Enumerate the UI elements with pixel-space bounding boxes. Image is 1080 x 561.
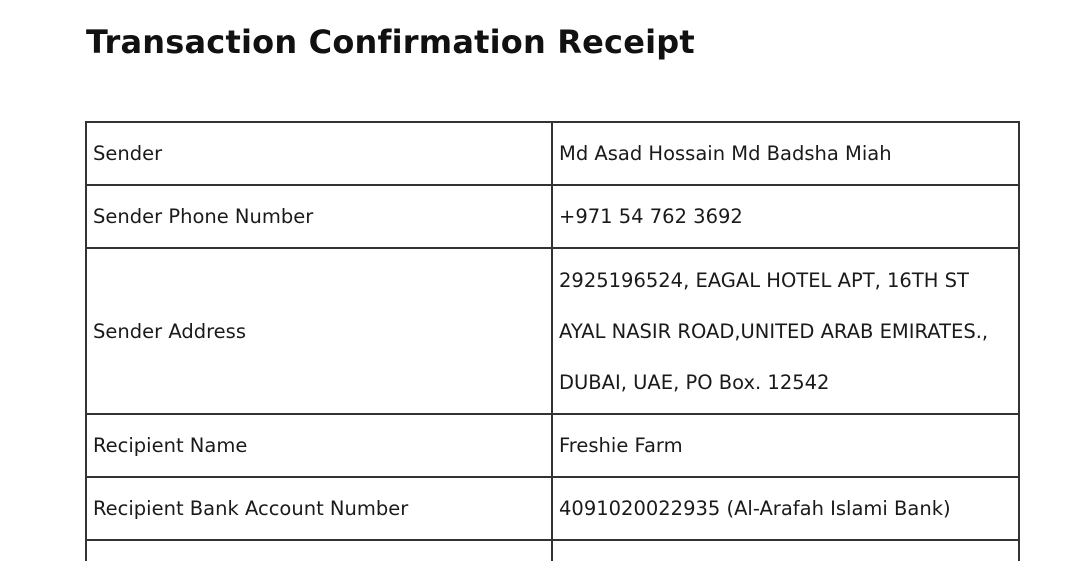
recipient-name-value: Freshie Farm xyxy=(552,414,1019,477)
sender-address-line-1: 2925196524, EAGAL HOTEL APT, 16TH ST xyxy=(559,268,969,292)
sender-address-line-3: DUBAI, UAE, PO Box. 12542 xyxy=(559,370,830,394)
recipient-account-label: Recipient Bank Account Number xyxy=(86,477,552,540)
sender-address-label: Sender Address xyxy=(86,248,552,414)
recipient-name-label: Recipient Name xyxy=(86,414,552,477)
cutoff-cell-left xyxy=(86,540,552,561)
sender-phone-value: +971 54 762 3692 xyxy=(552,185,1019,248)
sender-address-line-2: AYAL NASIR ROAD,UNITED ARAB EMIRATES., xyxy=(559,319,989,343)
receipt-table xyxy=(85,121,1020,561)
sender-address-value xyxy=(552,248,1019,414)
sender-phone-label: Sender Phone Number xyxy=(86,185,552,248)
table-row-sender-address xyxy=(86,248,1019,414)
sender-label: Sender xyxy=(86,122,552,185)
table-row-cutoff xyxy=(86,540,1019,561)
recipient-account-value: 4091020022935 (Al-Arafah Islami Bank) xyxy=(552,477,1019,540)
sender-value: Md Asad Hossain Md Badsha Miah xyxy=(552,122,1019,185)
table-row-recipient-account xyxy=(86,477,1019,540)
cutoff-cell-right xyxy=(552,540,1019,561)
table-row-sender xyxy=(86,122,1019,185)
page-title: Transaction Confirmation Receipt xyxy=(86,23,695,61)
table-row-sender-phone xyxy=(86,185,1019,248)
table-row-recipient-name xyxy=(86,414,1019,477)
